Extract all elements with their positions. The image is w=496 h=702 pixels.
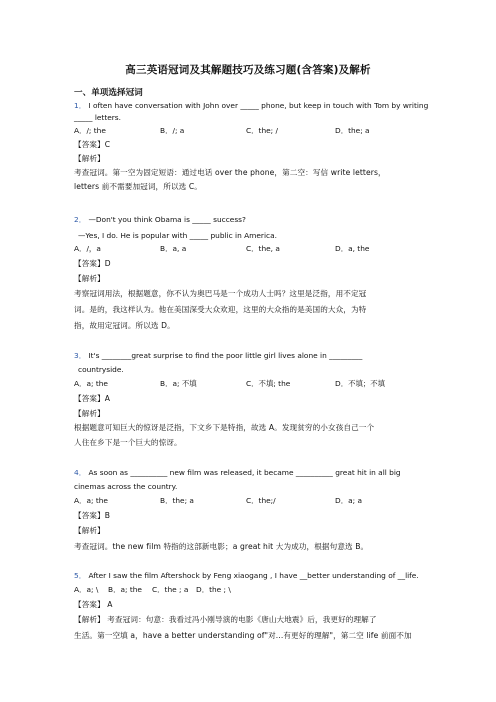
answer: 【答案】B xyxy=(74,511,111,520)
analysis-text: 词。是的，我这样认为。他在美国深受大众欢迎，这里的大众指的是美国的大众，为特 xyxy=(74,305,367,314)
question-text: As soon as __________ new film was released, it became __________ great hit in all big xyxy=(88,468,401,477)
option-a: A．a; the xyxy=(74,496,108,505)
question-text-cont: _____ letters. xyxy=(74,113,122,122)
question-text: —Don't you think Obama is _____ success? xyxy=(88,215,246,224)
question-1: 1． I often have conversation with John over _____ phone, but keep in touch with Tom by writing xyxy=(74,101,429,110)
option-a: A．/，a xyxy=(74,244,101,253)
option-c: C．the, a xyxy=(246,244,280,253)
analysis-text: 人住在乡下是一个巨大的惊讶。 xyxy=(74,438,182,447)
analysis-text: 考查冠词。the new film 特指的这部新电影；a great hit 大为成功，根据句意选 B。 xyxy=(74,542,369,551)
answer: 【答案】A xyxy=(74,394,111,403)
analysis-text: letters 前不需要加冠词，所以选 C。 xyxy=(74,182,202,191)
option-d: D．a, the xyxy=(335,244,370,253)
option-c: C．不填; the xyxy=(246,379,291,388)
option-a: A．/; the xyxy=(74,126,106,135)
option-d: D．a; a xyxy=(335,496,362,505)
analysis-text: 【解析】 考查冠词：句意：我看过冯小刚导演的电影《唐山大地震》后，我更好的理解了 xyxy=(74,615,377,624)
option-b: B．a, a xyxy=(160,244,187,253)
question-number: 5 xyxy=(74,571,79,580)
analysis-label: 【解析】 xyxy=(74,526,105,535)
answer: 【答案】C xyxy=(74,140,111,149)
option-b: B．a; the xyxy=(108,585,142,594)
question-number: 2 xyxy=(74,215,79,224)
answer: 【答案】D xyxy=(74,259,111,268)
option-d: D．the; a xyxy=(335,126,370,135)
question-2: 2． —Don't you think Obama is _____ success? xyxy=(74,215,246,224)
question-4: 4． As soon as __________ new film was released, it became __________ great hit in all big xyxy=(74,468,401,477)
question-number: 4 xyxy=(74,468,79,477)
analysis-text: 考察冠词用法，根据题意，你不认为奥巴马是一个成功人士吗？这里是泛指，用不定冠 xyxy=(74,289,367,298)
analysis-text: 根据题意可知巨大的惊讶是泛指，下文乡下是特指，故选 A。发现贫穷的小女孩自己一个 xyxy=(74,423,375,432)
analysis-text: 指，故用定冠词。所以选 D。 xyxy=(74,321,175,330)
analysis-label: 【解析】 xyxy=(74,274,105,283)
question-number: 3 xyxy=(74,351,79,360)
option-b: B．a; 不填 xyxy=(160,379,197,388)
analysis-label: 【解析】 xyxy=(74,409,105,418)
question-text: After I saw the film Aftershock by Feng xiaogang , I have __better understanding of __life. xyxy=(88,571,419,580)
analysis-text: 考查冠词。第一空为固定短语：通过电话 over the phone，第二空：写信 write letters， xyxy=(74,168,386,177)
question-text: I often have conversation with John over _____ phone, but keep in touch with Tom by writing xyxy=(88,101,429,110)
option-b: B．the; a xyxy=(160,496,194,505)
option-c: C．the ; a xyxy=(152,585,189,594)
option-d: D．the ; \ xyxy=(196,585,231,594)
option-b: B．/; a xyxy=(160,126,185,135)
analysis-text: 生活。第一空填 a，have a better understanding of"对...有更好的理解"，第二空 life 前面不加 xyxy=(74,631,412,640)
option-c: C．the;/ xyxy=(246,496,276,505)
question-text-cont: countryside. xyxy=(78,365,124,374)
question-number: 1 xyxy=(74,101,79,110)
question-3: 3． It's ________great surprise to find the poor little girl lives alone in _________ xyxy=(74,351,363,360)
document-title: 高三英语冠词及其解题技巧及练习题(含答案)及解析 xyxy=(125,64,371,76)
question-text: It's ________great surprise to find the poor little girl lives alone in _________ xyxy=(88,351,363,360)
option-a: A．a; \ xyxy=(74,585,99,594)
option-a: A．a; the xyxy=(74,379,108,388)
section-heading: 一、单项选择冠词 xyxy=(74,88,143,98)
option-c: C．the; / xyxy=(246,126,279,135)
analysis-label: 【解析】 xyxy=(74,154,105,163)
answer: 【答案】 A xyxy=(74,600,113,609)
question-5: 5． After I saw the film Aftershock by Feng xiaogang , I have __better understanding of __life. xyxy=(74,571,419,580)
question-text-cont: cinemas across the country. xyxy=(74,482,178,491)
question-text-cont: —Yes, I do. He is popular with _____ public in America. xyxy=(78,231,277,240)
option-d: D．不填；不填 xyxy=(335,379,386,388)
